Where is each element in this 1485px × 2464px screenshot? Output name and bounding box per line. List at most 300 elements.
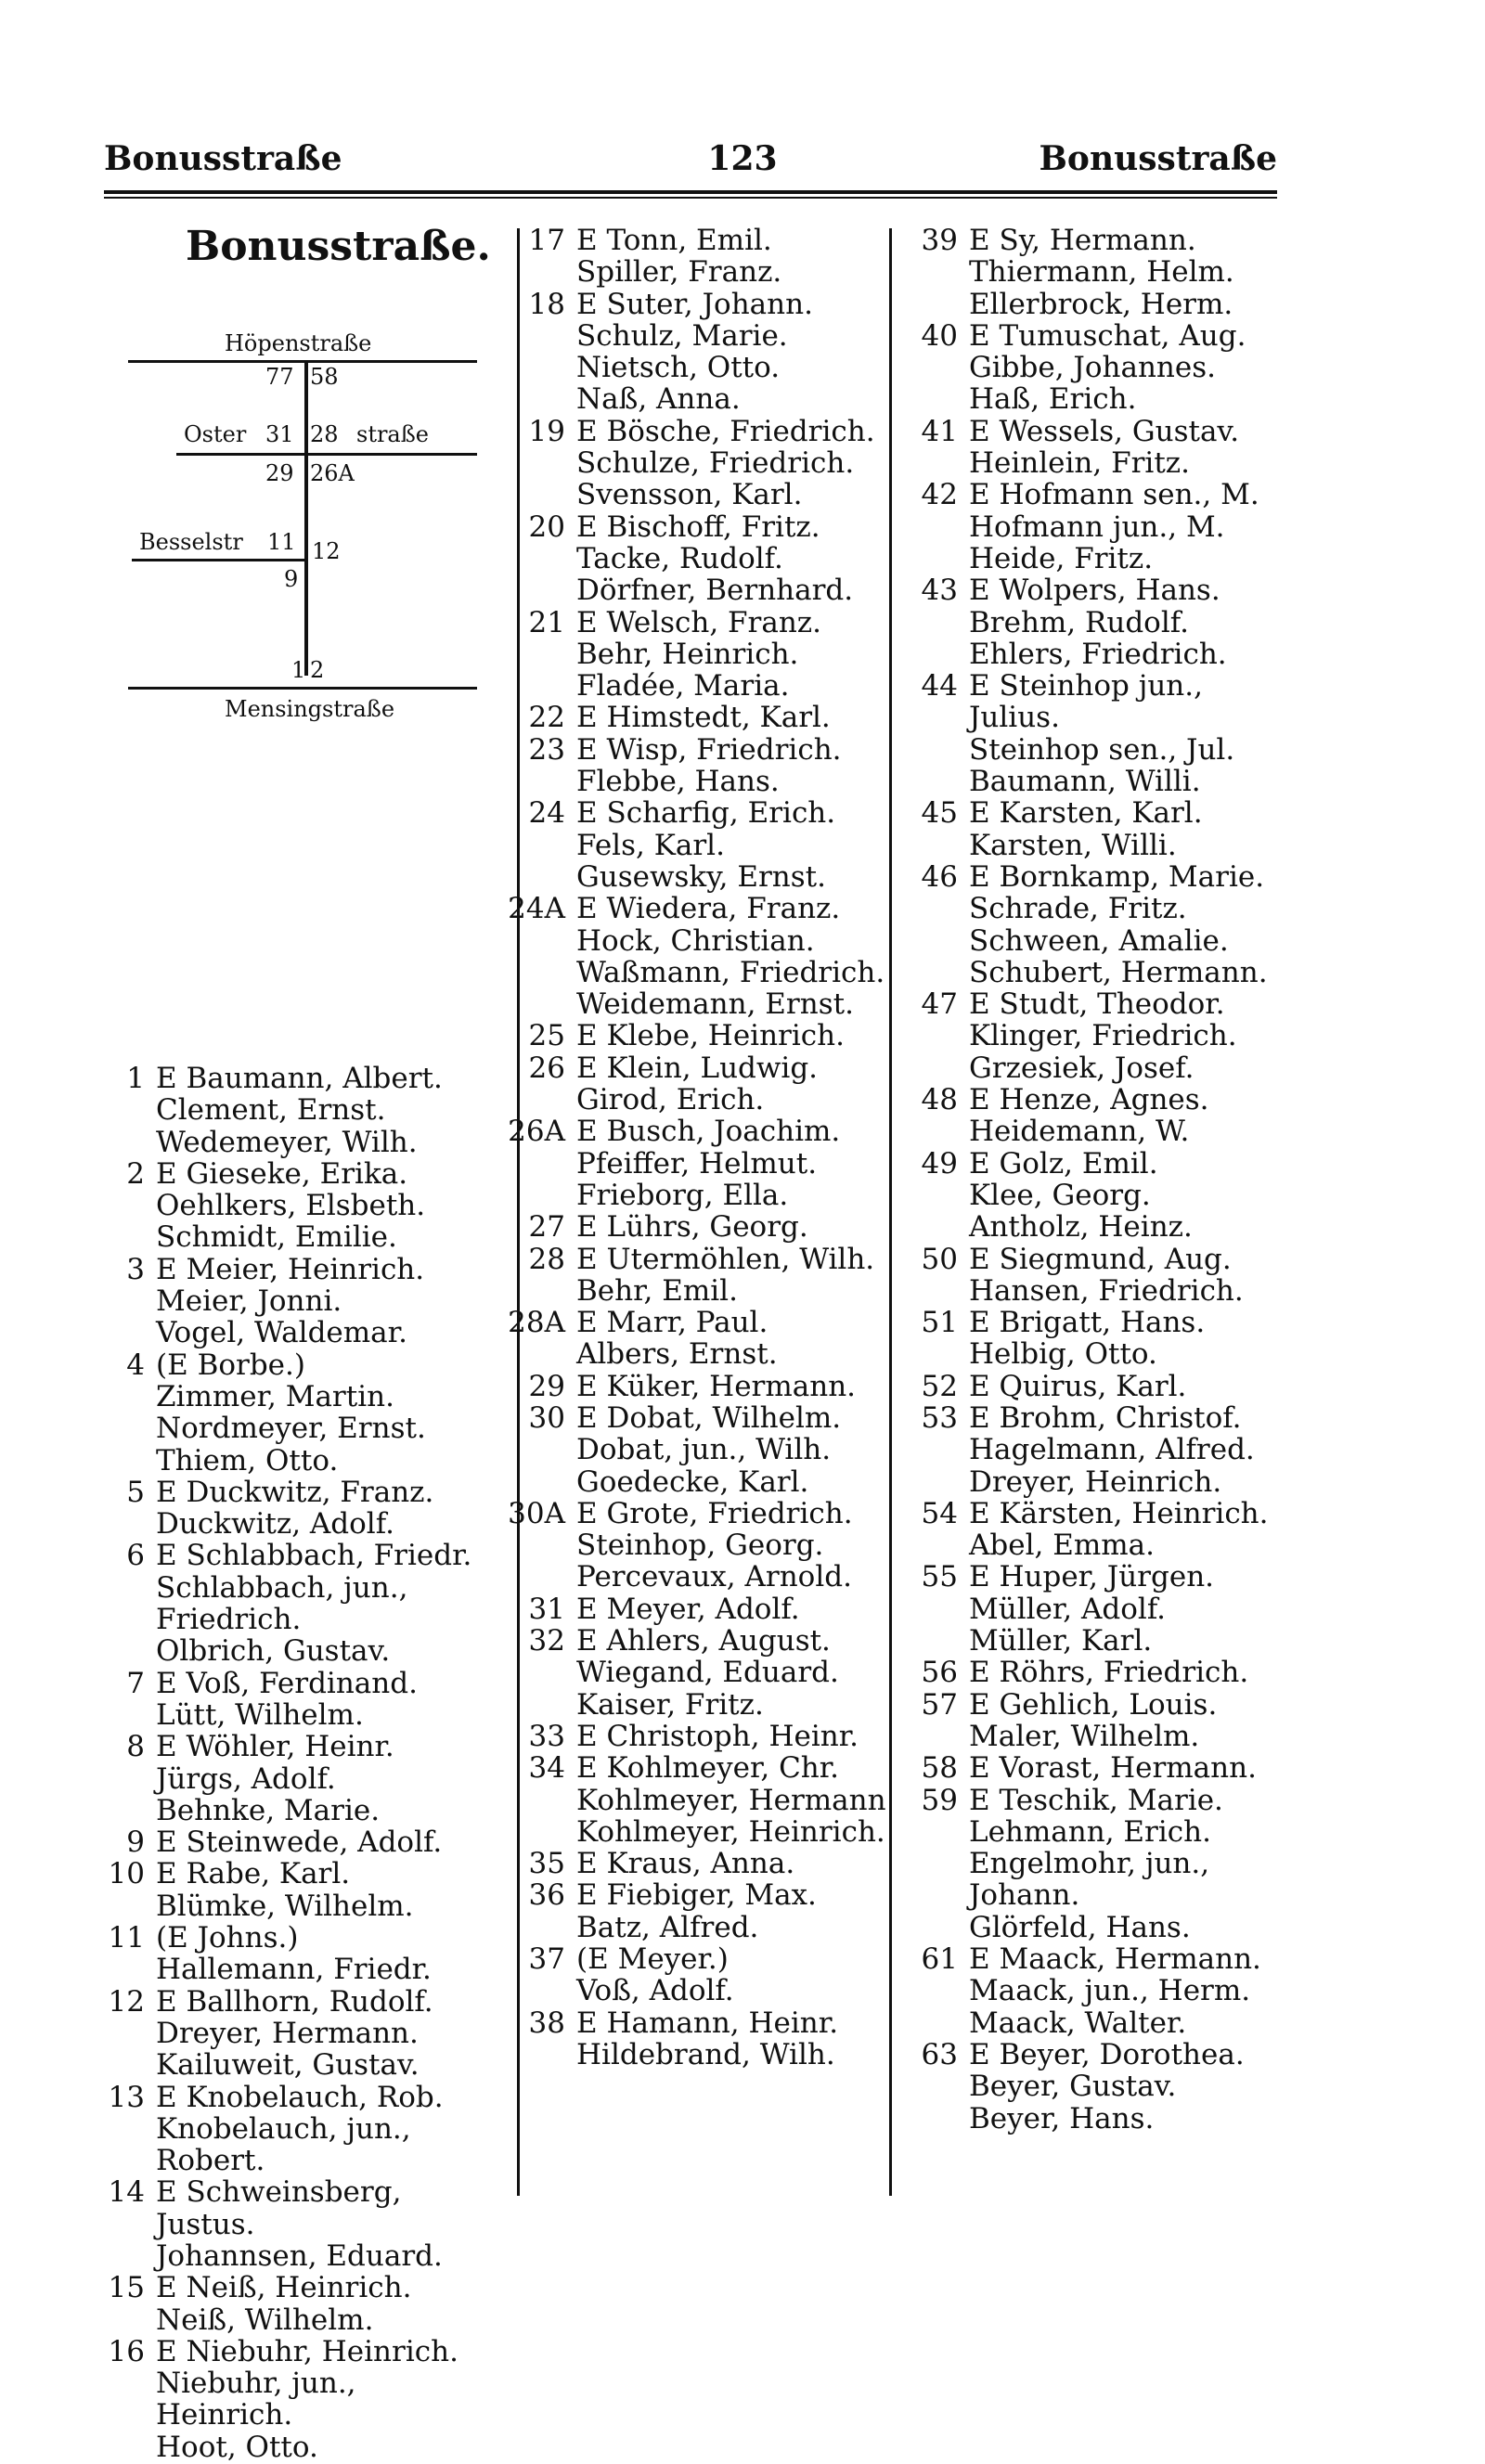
resident-name: Dreyer, Hermann. (156, 2016, 419, 2050)
resident-name: E Duckwitz, Franz. (156, 1475, 434, 1509)
directory-entry (497, 1785, 886, 1816)
directory-entry (104, 1635, 471, 1667)
resident-name: Girod, Erich. (576, 1083, 765, 1117)
directory-entry (889, 416, 1269, 447)
house-number (889, 1020, 969, 1051)
resident-name: Goedecke, Karl. (576, 1464, 809, 1499)
directory-entry (104, 2336, 471, 2367)
resident-name: Behnke, Marie. (156, 1793, 381, 1827)
directory-entry (889, 957, 1269, 988)
directory-entry (889, 1211, 1269, 1243)
directory-entry (889, 1975, 1269, 2006)
resident-name: Jürgs, Adolf. (156, 1761, 336, 1796)
diagram-cross-street-left: Oster (184, 421, 247, 447)
resident-name: Meier, Jonni. (156, 1284, 342, 1319)
directory-entry (497, 1244, 886, 1275)
resident-name: Albers, Ernst. (576, 1337, 778, 1372)
directory-entry (497, 1466, 886, 1498)
resident-name: Tacke, Rudolf. (576, 541, 783, 575)
house-number (104, 1445, 156, 1477)
house-number (889, 1912, 969, 1943)
directory-entry (104, 2399, 471, 2431)
house-number: 52 (921, 1369, 958, 1403)
resident-name: Behr, Heinrich. (576, 637, 799, 671)
directory-entry (104, 1540, 471, 1571)
house-number (497, 1689, 576, 1721)
resident-name: Justus. (156, 2207, 255, 2241)
resident-name: E Ballhorn, Rudolf. (156, 1984, 433, 2019)
directory-entry (104, 1094, 471, 1126)
house-number (889, 1529, 969, 1561)
directory-entry (104, 1858, 471, 1890)
house-number (104, 1954, 156, 1985)
house-number: 49 (921, 1146, 958, 1180)
resident-name: Thiem, Otto. (156, 1443, 339, 1477)
resident-name: E Schlabbach, Friedr. (156, 1539, 472, 1573)
directory-entry (497, 797, 886, 829)
house-number (104, 1604, 156, 1635)
house-number (889, 1338, 969, 1370)
directory-entry (104, 1221, 471, 1253)
resident-name: Heinlein, Fritz. (969, 446, 1190, 481)
directory-entry (497, 1371, 886, 1402)
resident-name: Behr, Emil. (576, 1273, 738, 1308)
house-number (889, 511, 969, 543)
diagram-cross-street-bessel: Besselstr (139, 529, 243, 555)
house-number (497, 766, 576, 797)
directory-entry (497, 320, 886, 352)
resident-name: E Hofmann sen., M. (969, 478, 1259, 512)
directory-entry (104, 1190, 471, 1221)
house-number: 36 (528, 1878, 565, 1913)
resident-name: Fels, Karl. (576, 828, 725, 862)
house-number: 28A (508, 1306, 565, 1340)
house-number: 18 (528, 287, 565, 321)
directory-entry (104, 1349, 471, 1381)
house-number (889, 1180, 969, 1211)
house-number: 32 (528, 1624, 565, 1658)
diagram-number: 26A (310, 460, 355, 486)
running-header-right: Bonusstraße (1039, 139, 1277, 178)
directory-entry (889, 766, 1269, 797)
directory-entry (497, 1052, 886, 1084)
directory-entry (104, 2432, 471, 2463)
resident-name: Olbrich, Gustav. (156, 1634, 391, 1669)
house-number: 38 (528, 2006, 565, 2040)
resident-name: E Röhrs, Friedrich. (969, 1656, 1249, 1690)
house-number: 50 (921, 1242, 958, 1276)
house-number (889, 957, 969, 988)
resident-name: E Grote, Friedrich. (576, 1496, 853, 1530)
house-number: 54 (921, 1496, 958, 1530)
directory-entry (104, 1508, 471, 1540)
house-number: 23 (528, 732, 565, 767)
directory-entry (104, 2113, 471, 2145)
house-number (497, 1180, 576, 1211)
resident-name: E Klein, Ludwig. (576, 1051, 819, 1085)
resident-name: Spiller, Franz. (576, 255, 782, 290)
resident-name: Voß, Adolf. (576, 1974, 734, 2008)
house-number (497, 447, 576, 479)
directory-entry (889, 1689, 1269, 1721)
resident-name: E Baumann, Albert. (156, 1062, 443, 1095)
house-number (889, 1052, 969, 1084)
resident-name: Brehm, Rudolf. (969, 605, 1189, 639)
resident-name: Hallemann, Friedr. (156, 1953, 432, 1987)
house-number (497, 1434, 576, 1465)
directory-entry (497, 479, 886, 510)
directory-entry (889, 607, 1269, 639)
house-number (889, 352, 969, 383)
directory-entry (104, 1127, 471, 1158)
house-number (104, 2399, 156, 2431)
directory-entry (889, 2007, 1269, 2039)
house-number: 25 (528, 1019, 565, 1053)
house-number (889, 383, 969, 415)
resident-name: E Kraus, Anna. (576, 1847, 795, 1881)
house-number (497, 256, 576, 288)
house-number (497, 383, 576, 415)
house-number: 16 (108, 2334, 145, 2368)
directory-entry (889, 447, 1269, 479)
directory-entry (104, 2209, 471, 2240)
directory-entry (497, 957, 886, 988)
resident-name: (E Johns.) (156, 1921, 299, 1955)
house-number: 10 (108, 1857, 145, 1891)
resident-name: Kohlmeyer, Hermann (576, 1783, 886, 1817)
page-number: 123 (707, 139, 778, 178)
resident-name: Abel, Emma. (969, 1529, 1155, 1563)
house-number: 30A (508, 1496, 565, 1530)
resident-name: E Bischoff, Fritz. (576, 510, 820, 544)
resident-name: E Wiedera, Franz. (576, 892, 841, 926)
resident-name: E Niebuhr, Heinrich. (156, 2334, 458, 2368)
house-number: 63 (921, 2037, 958, 2071)
directory-entry (889, 1943, 1269, 1975)
house-number: 20 (528, 510, 565, 544)
house-number (497, 574, 576, 606)
resident-name: E Gieseke, Erika. (156, 1156, 408, 1191)
resident-name: Wiegand, Eduard. (576, 1656, 839, 1690)
house-number (104, 2145, 156, 2176)
house-number (104, 2367, 156, 2399)
house-number: 19 (528, 414, 565, 448)
diagram-number: 58 (310, 364, 339, 390)
resident-name: Baumann, Willi. (969, 765, 1201, 799)
diagram-number: 28 (310, 421, 339, 447)
house-number: 42 (921, 478, 958, 512)
house-number (889, 447, 969, 479)
resident-name: E Studt, Theodor. (969, 987, 1225, 1022)
directory-entry (497, 1625, 886, 1657)
resident-name: Schmidt, Emilie. (156, 1220, 397, 1255)
directory-entry (497, 766, 886, 797)
resident-name: E Karsten, Karl. (969, 796, 1203, 831)
resident-name: E Brohm, Christof. (969, 1400, 1242, 1435)
resident-name: Nordmeyer, Ernst. (156, 1412, 426, 1446)
directory-entry (104, 1285, 471, 1317)
diagram-line (128, 360, 477, 363)
street-diagram (128, 316, 481, 722)
resident-name: Zimmer, Martin. (156, 1379, 394, 1413)
resident-name: Klee, Georg. (969, 1178, 1151, 1212)
diagram-cross-street-right: straße (356, 421, 429, 447)
directory-entry (497, 1816, 886, 1848)
resident-name: E Meier, Heinrich. (156, 1252, 425, 1286)
resident-name: Müller, Adolf. (969, 1592, 1167, 1626)
directory-entry (104, 1317, 471, 1348)
house-number (104, 1508, 156, 1540)
directory-entry (104, 2272, 471, 2303)
directory-entry (889, 1244, 1269, 1275)
house-number (889, 1879, 969, 1911)
directory-entry (497, 574, 886, 606)
house-number: 53 (921, 1400, 958, 1435)
resident-name: E Brigatt, Hans. (969, 1306, 1206, 1340)
house-number: 4 (126, 1348, 145, 1382)
resident-name: Engelmohr, jun., (969, 1847, 1210, 1881)
directory-entry (889, 861, 1269, 893)
resident-name: E Gehlich, Louis. (969, 1687, 1218, 1722)
directory-entry (889, 1084, 1269, 1116)
house-number (104, 2113, 156, 2145)
directory-entry (889, 543, 1269, 574)
house-number: 7 (126, 1666, 145, 1700)
house-number (104, 1635, 156, 1667)
house-number: 9 (126, 1825, 145, 1860)
resident-name: Hildebrand, Wilh. (576, 2037, 835, 2071)
directory-entry (889, 1338, 1269, 1370)
directory-entry (497, 447, 886, 479)
house-number (497, 830, 576, 861)
directory-entry (889, 1275, 1269, 1307)
house-number (889, 1848, 969, 1879)
house-number (104, 1572, 156, 1604)
house-number (497, 861, 576, 893)
directory-column-3 (889, 225, 1269, 2135)
directory-entry (104, 1699, 471, 1731)
resident-name: E Utermöhlen, Wilh. (576, 1242, 875, 1276)
house-number (104, 1763, 156, 1795)
house-number: 27 (528, 1210, 565, 1245)
resident-name: Dobat, jun., Wilh. (576, 1433, 832, 1467)
directory-entry (889, 479, 1269, 510)
house-number (104, 2240, 156, 2272)
resident-name: Glörfeld, Hans. (969, 1910, 1191, 1944)
resident-name: Fladée, Maria. (576, 669, 790, 703)
resident-name: E Ahlers, August. (576, 1624, 831, 1658)
house-number (104, 1795, 156, 1826)
directory-entry (889, 320, 1269, 352)
resident-name: Johann. (969, 1878, 1080, 1913)
diagram-cross-street-top: Höpenstraße (225, 330, 372, 356)
resident-name: E Hamann, Heinr. (576, 2006, 839, 2040)
directory-column-2 (497, 225, 886, 2071)
house-number (497, 1816, 576, 1848)
house-number (889, 893, 969, 924)
directory-entry (497, 289, 886, 320)
directory-entry (497, 1721, 886, 1752)
resident-name: Hagelmann, Alfred. (969, 1433, 1255, 1467)
house-number: 48 (921, 1083, 958, 1117)
resident-name: Heide, Fritz. (969, 541, 1154, 575)
house-number (889, 830, 969, 861)
directory-entry (889, 2071, 1269, 2102)
resident-name: Kailuweit, Gustav. (156, 2048, 420, 2083)
house-number: 57 (921, 1687, 958, 1722)
resident-name: E Wessels, Gustav. (969, 414, 1240, 448)
directory-entry (889, 1816, 1269, 1848)
house-number: 12 (108, 1984, 145, 2019)
resident-name: (E Borbe.) (156, 1348, 305, 1382)
resident-name: Steinhop sen., Jul. (969, 732, 1235, 767)
directory-entry (104, 1604, 471, 1635)
directory-entry (889, 1529, 1269, 1561)
diagram-line (132, 559, 306, 561)
directory-entry (104, 1795, 471, 1826)
diagram-number: 31 (265, 421, 294, 447)
house-number (889, 734, 969, 766)
resident-name: E Steinwede, Adolf. (156, 1825, 443, 1860)
resident-name: Knobelauch, jun., (156, 2111, 411, 2146)
directory-entry (497, 352, 886, 383)
directory-entry (497, 1975, 886, 2006)
house-number (104, 1699, 156, 1731)
resident-name: E Lührs, Georg. (576, 1210, 808, 1245)
directory-entry (889, 225, 1269, 256)
house-number: 33 (528, 1719, 565, 1753)
house-number: 26A (508, 1115, 565, 1149)
house-number: 24A (508, 892, 565, 926)
directory-entry (104, 1381, 471, 1413)
house-number: 17 (528, 224, 565, 257)
resident-name: Haß, Erich. (969, 382, 1137, 417)
resident-name: Lehmann, Erich. (969, 1814, 1211, 1849)
directory-entry (889, 1307, 1269, 1338)
house-number (104, 1094, 156, 1126)
directory-entry (104, 2049, 471, 2081)
resident-name: Schween, Amalie. (969, 923, 1229, 958)
directory-entry (497, 1879, 886, 1911)
directory-entry (497, 639, 886, 670)
resident-name: Ehlers, Friedrich. (969, 637, 1227, 671)
resident-name: Müller, Karl. (969, 1624, 1153, 1658)
directory-entry (889, 1148, 1269, 1180)
resident-name: E Huper, Jürgen. (969, 1560, 1215, 1594)
directory-entry (497, 1180, 886, 1211)
directory-entry (889, 2103, 1269, 2135)
resident-name: (E Meyer.) (576, 1942, 729, 1977)
house-number (104, 1190, 156, 1221)
resident-name: E Himstedt, Karl. (576, 701, 831, 735)
house-number: 26 (528, 1051, 565, 1085)
directory-column-1 (104, 1063, 471, 2463)
resident-name: Gusewsky, Ernst. (576, 859, 826, 894)
resident-name: Percevaux, Arnold. (576, 1560, 852, 1594)
resident-name: E Fiebiger, Max. (576, 1878, 817, 1913)
house-number: 47 (921, 987, 958, 1022)
house-number (497, 1148, 576, 1180)
house-number: 46 (921, 859, 958, 894)
resident-name: E Tumuschat, Aug. (969, 318, 1246, 353)
resident-name: Oehlkers, Elsbeth. (156, 1189, 426, 1223)
house-number (889, 2007, 969, 2039)
house-number: 14 (108, 2175, 145, 2210)
resident-name: E Schweinsberg, (156, 2175, 402, 2210)
directory-entry (497, 1084, 886, 1116)
directory-entry (889, 988, 1269, 1020)
resident-name: Neiß, Wilhelm. (156, 2303, 374, 2337)
directory-entry (104, 2367, 471, 2399)
house-number: 30 (528, 1400, 565, 1435)
house-number (889, 925, 969, 957)
house-number: 29 (528, 1369, 565, 1403)
house-number (889, 1816, 969, 1848)
house-number: 61 (921, 1942, 958, 1977)
house-number (889, 256, 969, 288)
directory-entry (889, 734, 1269, 766)
diagram-cross-street-bottom: Mensingstraße (225, 696, 395, 722)
house-number (889, 2071, 969, 2102)
diagram-number: 77 (265, 364, 294, 390)
house-number (497, 1466, 576, 1498)
directory-entry (104, 2176, 471, 2208)
resident-name: Pfeiffer, Helmut. (576, 1146, 818, 1180)
directory-entry (104, 1922, 471, 1954)
header-rule-thin (104, 197, 1277, 199)
resident-name: Heidemann, W. (969, 1115, 1190, 1149)
directory-entry (497, 1561, 886, 1593)
directory-entry (104, 1254, 471, 1285)
resident-name: E Vorast, Hermann. (969, 1751, 1257, 1786)
directory-entry (889, 670, 1269, 702)
house-number: 31 (528, 1592, 565, 1626)
directory-entry (889, 1657, 1269, 1688)
resident-name: Blümke, Wilhelm. (156, 1889, 414, 1923)
house-number (889, 702, 969, 733)
directory-entry (497, 1402, 886, 1434)
directory-entry (889, 1593, 1269, 1625)
directory-entry (889, 1466, 1269, 1498)
directory-entry (497, 1848, 886, 1879)
directory-entry (104, 1763, 471, 1795)
resident-name: E Busch, Joachim. (576, 1115, 841, 1149)
house-number (497, 925, 576, 957)
resident-name: Schubert, Hermann. (969, 955, 1268, 989)
directory-entry (889, 256, 1269, 288)
directory-entry (889, 1561, 1269, 1593)
resident-name: Weidemann, Ernst. (576, 987, 854, 1022)
resident-name: Robert. (156, 2144, 265, 2178)
resident-name: E Bösche, Friedrich. (576, 414, 875, 448)
resident-name: Frieborg, Ella. (576, 1178, 789, 1212)
resident-name: Beyer, Gustav. (969, 2070, 1177, 2104)
house-number: 13 (108, 2080, 145, 2114)
house-number (889, 543, 969, 574)
resident-name: Hock, Christian. (576, 923, 815, 958)
resident-name: Schlabbach, jun., (156, 1570, 408, 1605)
running-header-left: Bonusstraße (104, 139, 342, 178)
directory-entry (497, 1912, 886, 1943)
house-number: 2 (126, 1156, 145, 1191)
resident-name: Kaiser, Fritz. (576, 1687, 764, 1722)
diagram-line (176, 453, 477, 456)
directory-entry (889, 1402, 1269, 1434)
resident-name: Wedemeyer, Wilh. (156, 1125, 418, 1159)
house-number: 35 (528, 1847, 565, 1881)
house-number: 51 (921, 1306, 958, 1340)
resident-name: E Neiß, Heinrich. (156, 2271, 412, 2305)
